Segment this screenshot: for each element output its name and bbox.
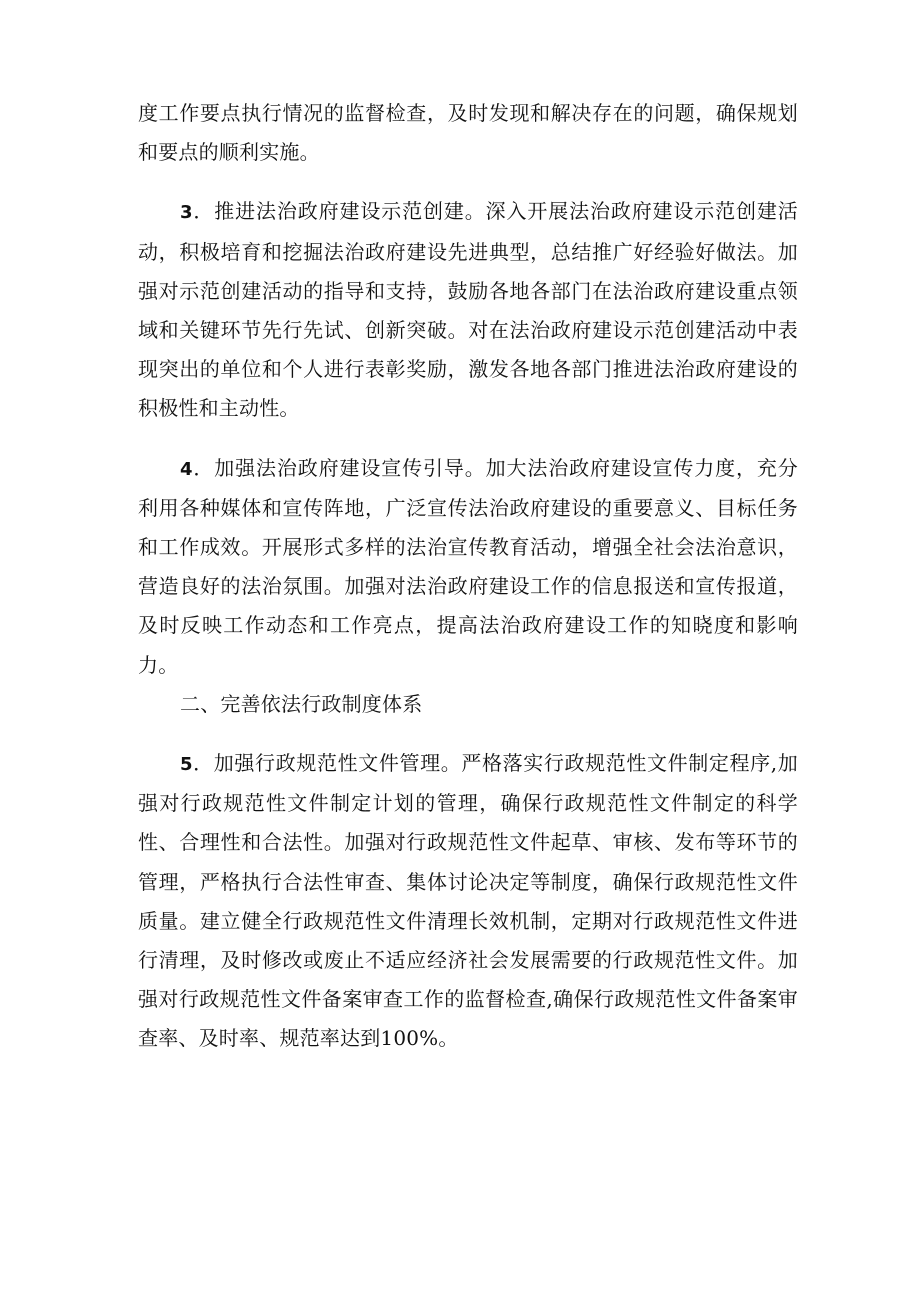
document-body: [138, 94, 798, 1059]
paragraph-item-5: [138, 744, 798, 1059]
paragraph-text: ．推进法治政府建设示范创建。深入开展法治政府建设示范创建活动，积极培育和挖掘法治政府建设先进典型，总结推广好经验好做法。加强对示范创建活动的指导和支持，鼓励各地各部门在法治政府建设重点领域和关键环节先行先试、创新突破。对在法治政府建设示范创建活动中表现突出的单位和个人进行表彰奖励，激发各地各部门推进法治政府建设的积极性和主动性。: [138, 199, 798, 421]
paragraph-text: 度工作要点执行情况的监督检查，及时发现和解决存在的问题，确保规划和要点的顺利实施。: [138, 101, 798, 165]
section-heading: [138, 685, 798, 724]
section-title: 二、完善依法行政制度体系: [180, 691, 423, 716]
paragraph-item-3: [138, 192, 798, 428]
paragraph-text: ．加强法治政府建设宣传引导。加大法治政府建设宣传力度，充分利用各种媒体和宣传阵地，广泛宣传法治政府建设的重要意义、目标任务和工作成效。开展形式多样的法治宣传教育活动，增强全社会法治意识，营造良好的法治氛围。加强对法治政府建设工作的信息报送和宣传报道，及时反映工作动态和工作亮点，提高法治政府建设工作的知晓度和影响力。: [138, 455, 798, 677]
item-number: 5: [180, 754, 193, 776]
paragraph-item-4: [138, 449, 798, 685]
paragraph-continuation: [138, 94, 798, 172]
item-number: 3: [180, 202, 193, 224]
item-number: 4: [180, 458, 193, 480]
paragraph-text: ．加强行政规范性文件管理。严格落实行政规范性文件制定程序,加强对行政规范性文件制定计划的管理，确保行政规范性文件制定的科学性、合理性和合法性。加强对行政规范性文件起草、审核、发布等环节的管理，严格执行合法性审查、集体讨论决定等制度，确保行政规范性文件质量。建立健全行政规范性文件清理长效机制，定期对行政规范性文件进行清理，及时修改或废止不适应经济社会发展需要的行政规范性文件。加强对行政规范性文件备案审查工作的监督检查,确保行政规范性文件备案审查率、及时率、规范率达到100%。: [138, 751, 798, 1051]
